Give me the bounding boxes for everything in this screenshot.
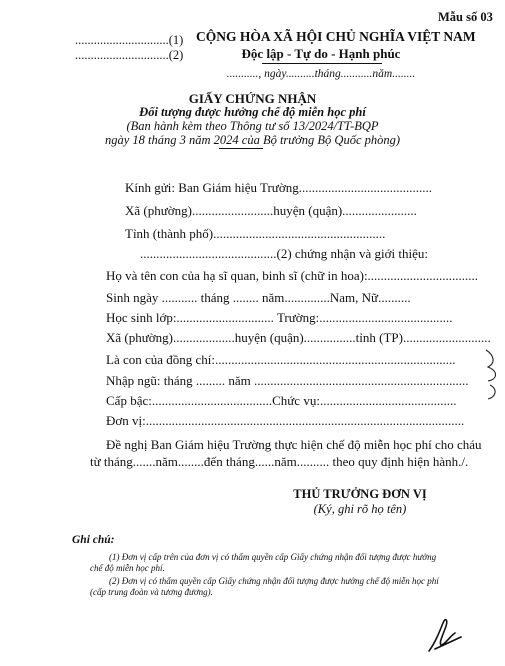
field-birth-date: Sinh ngày ........... tháng ........ năm..............Nam, Nữ.......... <box>106 290 411 305</box>
signature-scribble <box>425 615 465 655</box>
field-class-school: Học sinh lớp:.............................. Trường:......................................... <box>106 310 453 325</box>
form-code: Mẫu số 03 <box>438 10 493 24</box>
signature-title: THỦ TRƯỞNG ĐƠN VỊ <box>293 487 427 501</box>
signature-note: (Ký, ghi rõ họ tên) <box>313 502 407 516</box>
title-underline <box>219 148 263 149</box>
note-1-line2: chế độ miễn học phí. <box>90 563 165 573</box>
issuing-authority-superior: ..............................(1) <box>75 33 184 47</box>
addressee-ward-district: Xã (phường).........................huyện (quận)....................... <box>125 203 417 218</box>
motto-underline <box>262 63 382 64</box>
field-parent-name: Là con của đồng chí:.......................................................................... <box>106 352 456 367</box>
issuance-note-line1: (Ban hành kèm theo Thông tư số 13/2024/TT-BQP <box>126 119 379 133</box>
field-rank-position: Cấp bậc:.....................................Chức vụ:.......................................... <box>106 393 457 408</box>
note-1-line1: (1) Đơn vị cấp trên của đơn vị có thẩm quyền cấp Giấy chứng nhận đối tượng được hưởng <box>109 552 437 562</box>
date-line: ..........., ngày..........tháng...........năm........ <box>226 68 416 80</box>
issuing-authority: ..............................(2) <box>75 48 184 62</box>
certificate-subtitle: Đối tượng được hưởng chế độ miễn học phí <box>139 105 366 119</box>
issuance-note-line2: ngày 18 tháng 3 năm 2024 của Bộ trưởng Bộ Quốc phòng) <box>104 133 401 147</box>
note-2-line2: (cấp trung đoàn và tương đương). <box>90 587 213 597</box>
field-unit: Đơn vị:.................................................................................................. <box>106 413 465 428</box>
request-line2: từ tháng.......năm........đến tháng......năm.......... theo quy định hiện hành./. <box>90 454 469 469</box>
certifying-unit-line: ..........................................(2) chứng nhận và giới thiệu: <box>140 246 428 261</box>
notes-heading: Ghi chú: <box>72 534 115 546</box>
margin-initial-mark <box>478 345 505 405</box>
field-address: Xã (phường)...................huyện (quận)................tỉnh (TP)........................... <box>106 330 491 345</box>
addressee-line: Kính gửi: Ban Giám hiệu Trường......................................... <box>125 180 432 195</box>
national-title: CỘNG HÒA XÃ HỘI CHỦ NGHĨA VIỆT NAM <box>196 29 476 44</box>
addressee-province: Tỉnh (thành phố)..................................................... <box>125 226 386 241</box>
certificate-title: GIẤY CHỨNG NHẬN <box>188 91 317 106</box>
note-2-line1: (2) Đơn vị có thẩm quyền cấp Giấy chứng nhận đối tượng được hưởng chế độ miễn học phí <box>109 576 439 586</box>
request-line1: Đề nghị Ban Giám hiệu Trường thực hiện chế độ miễn học phí cho cháu <box>106 437 482 452</box>
field-enlistment: Nhập ngũ: tháng ......... năm .................................................................. <box>106 373 469 388</box>
national-motto: Độc lập - Tự do - Hạnh phúc <box>241 46 401 61</box>
field-child-name: Họ và tên con của hạ sĩ quan, binh sĩ (chữ in hoa):.................................. <box>106 268 479 283</box>
